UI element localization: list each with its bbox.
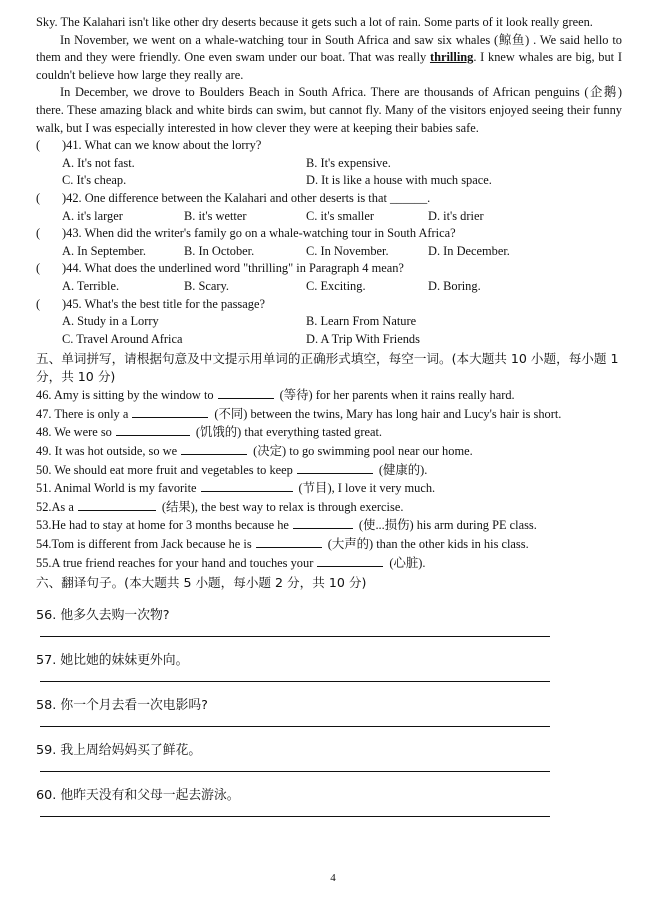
item-text-before: 54.Tom is different from Jack because he is xyxy=(36,537,252,552)
item-text-after: that everything tasted great. xyxy=(241,425,383,440)
answer-paren[interactable]: ( xyxy=(36,296,41,311)
translation-item-56 xyxy=(36,606,622,637)
page-number: 4 xyxy=(330,872,336,884)
item-text-after: , the best way to relax is through exercise. xyxy=(194,499,404,514)
chinese-hint: (心脏) xyxy=(389,555,423,570)
option-d: D. Boring. xyxy=(428,278,481,293)
question-42 xyxy=(36,190,622,208)
chinese-hint: (节目) xyxy=(298,481,332,496)
item-text-after: . xyxy=(424,462,428,477)
chinese-hint: (决定) xyxy=(253,444,287,459)
answer-blank[interactable] xyxy=(181,442,247,455)
answer-line[interactable] xyxy=(40,806,550,817)
translation-sentence: 58. 你一个月去看一次电影吗? xyxy=(36,698,208,714)
option-c: C. it's smaller xyxy=(306,208,374,223)
answer-blank[interactable] xyxy=(218,386,274,399)
spelling-item-50 xyxy=(36,461,622,480)
item-text-after: to go swimming pool near our home. xyxy=(286,444,473,459)
chinese-hint: (健康的) xyxy=(378,462,425,477)
answer-blank[interactable] xyxy=(297,461,373,474)
passage-paragraph-2: In November, we went on a whale-watching tour in South Africa and saw six whales (鲸鱼) . We said hello to them and they were friendly. One even swam under our boat. That was really thrilling. I knew whales are big, but I couldn't believe how large they really are. xyxy=(36,32,622,82)
option-c: C. In November. xyxy=(306,243,389,258)
chinese-hint: (饥饿的) xyxy=(195,425,242,440)
answer-paren[interactable]: ( xyxy=(36,138,41,153)
answer-blank[interactable] xyxy=(116,423,190,436)
answer-paren[interactable]: ( xyxy=(36,261,41,276)
answer-line[interactable] xyxy=(40,626,550,637)
passage-paragraph-1: Sky. The Kalahari isn't like other dry deserts because it gets such a lot of rain. Some parts of it look really green. xyxy=(36,15,593,29)
item-text-after: for her parents when it rains really hard. xyxy=(312,388,515,403)
option-b: B. It's expensive. xyxy=(306,155,391,170)
item-text-before: 49. It was hot outside, so we xyxy=(36,444,178,459)
answer-blank[interactable] xyxy=(256,535,322,548)
answer-blank[interactable] xyxy=(293,516,353,529)
option-a: A. it's larger xyxy=(62,208,123,223)
spelling-item-51 xyxy=(36,479,622,498)
option-a: A. It's not fast. xyxy=(62,155,135,170)
answer-blank[interactable] xyxy=(317,554,383,567)
item-text-before: 47. There is only a xyxy=(36,406,129,421)
chinese-hint: (使...损伤) xyxy=(358,518,414,533)
question-options xyxy=(36,208,622,226)
option-d: D. It is like a house with much space. xyxy=(306,173,492,188)
answer-line[interactable] xyxy=(40,761,550,772)
option-c: C. It's cheap. xyxy=(62,173,127,188)
option-b: B. it's wetter xyxy=(184,208,247,223)
item-text-before: 51. Animal World is my favorite xyxy=(36,481,197,496)
option-b: B. Learn From Nature xyxy=(306,314,417,329)
item-text-after: than the other kids in his class. xyxy=(373,537,529,552)
item-text-before: 53.He had to stay at home for 3 months because he xyxy=(36,518,289,533)
translation-item-60 xyxy=(36,786,622,817)
section-6-heading: 六、翻译句子。(本大题共 5 小题，每小题 2 分，共 10 分) xyxy=(36,575,367,591)
answer-blank[interactable] xyxy=(201,479,293,492)
question-43 xyxy=(36,225,622,243)
option-d: D. In December. xyxy=(428,243,510,258)
item-text-before: 50. We should eat more fruit and vegetables to keep xyxy=(36,462,293,477)
translation-item-58 xyxy=(36,696,622,727)
answer-blank[interactable] xyxy=(132,405,208,418)
spelling-item-53 xyxy=(36,516,622,535)
spelling-item-47 xyxy=(36,405,622,424)
translation-item-57 xyxy=(36,651,622,682)
option-a: A. Terrible. xyxy=(62,278,120,293)
section-5-heading: 五、单词拼写，请根据句意及中文提示用单词的正确形式填空，每空一词。(本大题共 10 小题，每小题 1 分，共 10 分) xyxy=(36,351,619,385)
item-text-after: between the twins, Mary has long hair and Lucy's hair is short. xyxy=(247,406,562,421)
spelling-item-49 xyxy=(36,442,622,461)
option-c: C. Exciting. xyxy=(306,278,366,293)
answer-line[interactable] xyxy=(40,671,550,682)
option-a: A. Study in a Lorry xyxy=(62,314,159,329)
item-text-after: his arm during PE class. xyxy=(413,518,537,533)
reading-questions xyxy=(36,137,622,348)
answer-blank[interactable] xyxy=(78,498,156,511)
question-stem: )41. What can we know about the lorry? xyxy=(62,138,262,153)
question-options xyxy=(36,243,622,261)
question-options xyxy=(36,278,622,296)
word-spelling-items xyxy=(36,386,622,572)
spelling-item-54 xyxy=(36,535,622,554)
chinese-hint: (结果) xyxy=(161,499,195,514)
spelling-item-46 xyxy=(36,386,622,405)
question-stem: )43. When did the writer's family go on a whale-watching tour in South Africa? xyxy=(62,226,456,241)
item-text-before: 48. We were so xyxy=(36,425,112,440)
spelling-item-48 xyxy=(36,423,622,442)
answer-paren[interactable]: ( xyxy=(36,190,41,205)
option-b: B. In October. xyxy=(184,243,255,258)
chinese-hint: (大声的) xyxy=(327,537,374,552)
translation-sentence: 57. 她比她的妹妹更外向。 xyxy=(36,653,189,669)
question-41 xyxy=(36,137,622,155)
passage-paragraph-3: In December, we drove to Boulders Beach in South Africa. There are thousands of African penguins (企鹅) there. These amazing black and white birds can swim, but cannot fly. Many of the visitors enjoyed seeing their funny walk, but I was especially interested in how clever they were at keeping their babies safe. xyxy=(36,85,622,135)
chinese-hint: (不同) xyxy=(214,406,248,421)
question-options xyxy=(36,313,622,348)
question-44 xyxy=(36,260,622,278)
option-d: D. A Trip With Friends xyxy=(306,331,420,346)
item-text-after: . xyxy=(422,555,426,570)
item-text-before: 46. Amy is sitting by the window to xyxy=(36,388,214,403)
option-b: B. Scary. xyxy=(184,278,229,293)
translation-sentence: 56. 他多久去购一次物? xyxy=(36,608,170,624)
spelling-item-52 xyxy=(36,498,622,517)
item-text-after: , I love it very much. xyxy=(331,481,436,496)
underlined-word: thrilling xyxy=(429,50,474,65)
item-text-before: 55.A true friend reaches for your hand and touches your xyxy=(36,555,314,570)
answer-line[interactable] xyxy=(40,716,550,727)
option-c: C. Travel Around Africa xyxy=(62,331,183,346)
translation-item-59 xyxy=(36,741,622,772)
spelling-item-55 xyxy=(36,554,622,573)
question-45 xyxy=(36,296,622,314)
option-a: A. In September. xyxy=(62,243,146,258)
translation-items xyxy=(36,606,622,817)
item-text-before: 52.As a xyxy=(36,499,74,514)
question-stem: )45. What's the best title for the passage? xyxy=(62,296,265,311)
answer-paren[interactable]: ( xyxy=(36,226,41,241)
translation-sentence: 59. 我上周给妈妈买了鲜花。 xyxy=(36,743,202,759)
chinese-hint: (等待) xyxy=(279,388,313,403)
question-options xyxy=(36,155,622,190)
question-stem: )42. One difference between the Kalahari and other deserts is that ______. xyxy=(62,190,431,205)
translation-sentence: 60. 他昨天没有和父母一起去游泳。 xyxy=(36,788,240,804)
option-d: D. it's drier xyxy=(428,208,484,223)
question-stem: )44. What does the underlined word "thrilling" in Paragraph 4 mean? xyxy=(62,261,404,276)
